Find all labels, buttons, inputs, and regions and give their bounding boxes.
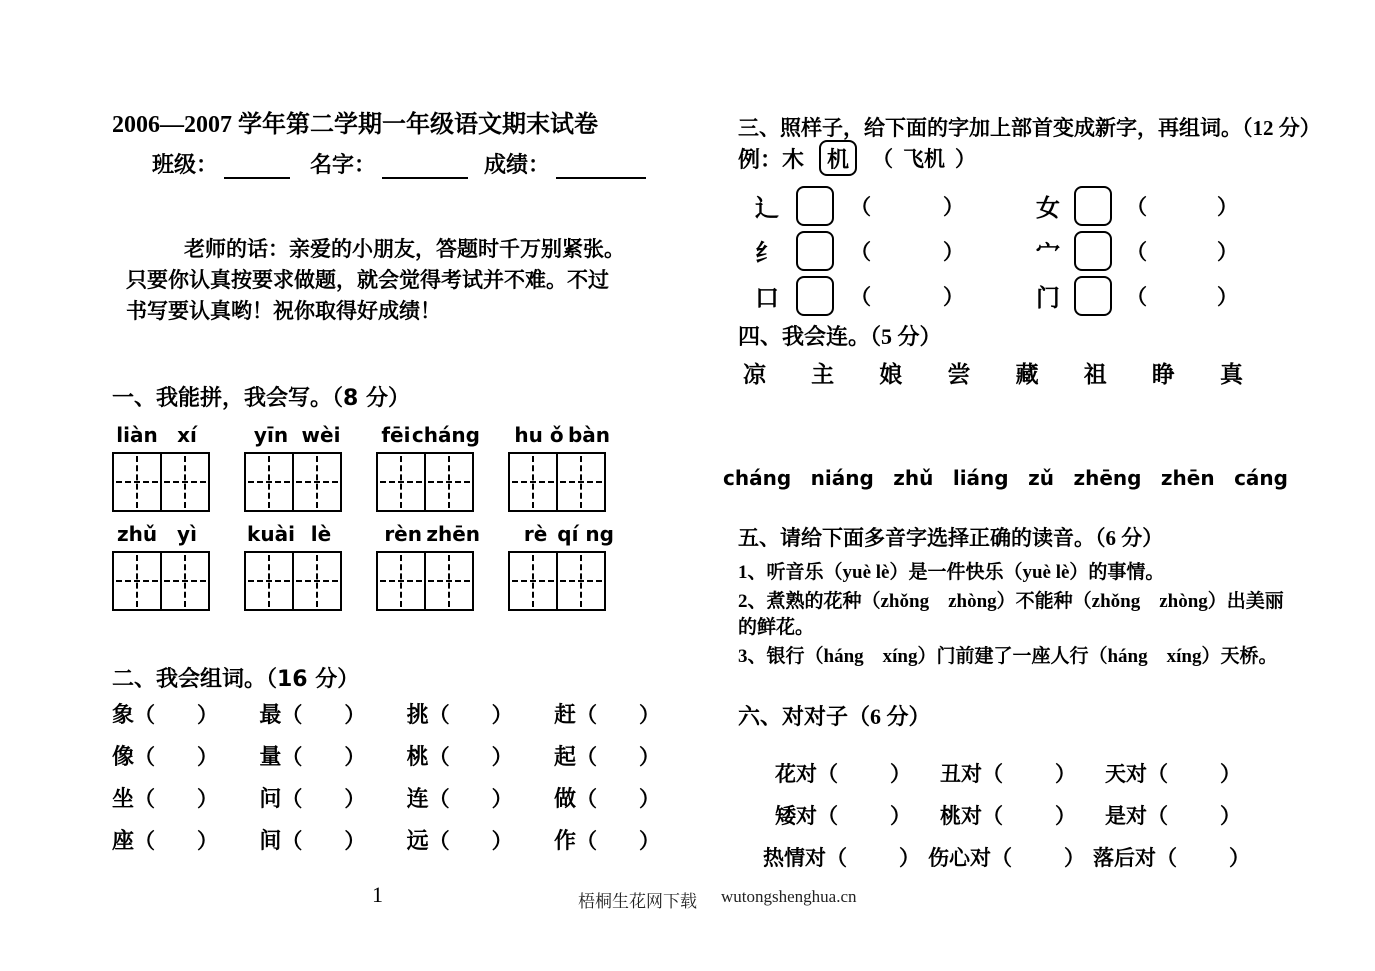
close-paren: ） — [955, 147, 977, 171]
word-char: 最 — [259, 703, 282, 728]
writing-grid — [244, 452, 342, 512]
pinyin-pair — [380, 522, 480, 546]
section2-heading: 二、我会组词。（16 分） — [112, 667, 360, 692]
close-paren: ） — [344, 703, 366, 727]
section4-characters-row — [743, 356, 1243, 389]
radical-item — [1028, 276, 1238, 316]
close-paren: ） — [344, 787, 366, 811]
couplet-label: 落后对 — [1093, 846, 1156, 870]
writing-grid — [508, 551, 606, 611]
name-blank-line — [382, 153, 468, 179]
pinyin-syllable: cháng — [411, 423, 480, 447]
close-paren: ） — [344, 745, 366, 769]
open-paren: （ — [1156, 846, 1177, 870]
writing-grid — [112, 551, 210, 611]
close-paren: ） — [639, 745, 660, 769]
open-paren: （ — [428, 703, 450, 727]
word-char: 桃 — [406, 745, 429, 770]
open-paren: （ — [576, 745, 597, 769]
open-paren: （ — [428, 745, 450, 769]
open-paren: （ — [576, 787, 597, 811]
word-item — [554, 824, 660, 855]
word-char: 赶 — [553, 703, 576, 728]
word-item — [407, 782, 513, 813]
couplet-label: 花对 — [775, 762, 817, 786]
word-row — [112, 824, 660, 866]
match-pinyin: zhēng — [1073, 466, 1142, 490]
radical-char: 辶 — [755, 196, 779, 222]
page-title: 2006—2007 学年第二学期一年级语文期末试卷 — [112, 112, 598, 138]
section4-heading: 四、我会连。（5 分） — [738, 324, 942, 349]
word-char: 做 — [553, 787, 576, 812]
pinyin-pair — [112, 522, 212, 546]
open-paren: （ — [281, 787, 303, 811]
couplet-item — [763, 758, 928, 788]
pinyin-syllable: rèn — [384, 522, 422, 546]
section1-heading: 一、我能拼，我会写。（8 分） — [112, 386, 410, 411]
pinyin-syllable: kuài — [247, 522, 295, 546]
score-label: 成绩： — [484, 152, 551, 177]
match-char: 真 — [1219, 362, 1243, 387]
couplet-row — [763, 794, 1293, 836]
teacher-note-line: 书写要认真哟！祝你取得好成绩！ — [126, 299, 441, 323]
radical-item — [738, 276, 1028, 316]
close-paren: ） — [1217, 239, 1238, 264]
word-item — [259, 698, 365, 729]
word-char: 间 — [259, 829, 282, 854]
grid-cell — [112, 551, 162, 611]
word-item — [259, 740, 365, 771]
match-pinyin: zhēn — [1160, 466, 1215, 490]
pinyin-syllable: yīn — [253, 423, 289, 447]
student-info-row — [152, 148, 646, 179]
footer-site — [578, 887, 857, 912]
grid-cell — [112, 452, 162, 512]
pinyin-row-2 — [112, 522, 614, 546]
score-blank-line — [556, 153, 646, 179]
match-char: 睁 — [1151, 362, 1175, 387]
radical-item — [738, 186, 1028, 226]
grid-cell — [556, 452, 606, 512]
close-paren: ） — [890, 804, 911, 828]
open-paren: （ — [850, 239, 871, 264]
couplet-item — [763, 800, 928, 830]
match-char: 凉 — [743, 362, 766, 387]
match-char: 娘 — [879, 362, 903, 387]
couplet-row — [763, 752, 1293, 794]
couplet-label: 热情对 — [763, 846, 826, 870]
open-paren: （ — [1147, 762, 1168, 786]
close-paren: ） — [943, 194, 964, 219]
open-paren: （ — [428, 787, 450, 811]
polyphone-item: 2、煮熟的花种（zhǒng zhòng）不能种（zhǒng zhòng）出美丽的鲜花。 — [738, 590, 1284, 638]
close-paren: ） — [1217, 284, 1238, 309]
close-paren: ） — [197, 829, 219, 853]
close-paren: ） — [491, 703, 513, 727]
example-answer-box: 机 — [819, 140, 857, 176]
match-char: 尝 — [947, 362, 971, 387]
word-row — [112, 782, 660, 824]
polyphone-item: 1、听音乐（yuè lè）是一件快乐（yuè lè）的事情。 — [738, 562, 1165, 583]
match-pinyin: liáng — [952, 466, 1009, 490]
grid-cell — [292, 551, 342, 611]
close-paren: ） — [197, 745, 219, 769]
pinyin-syllable: rè — [523, 522, 548, 546]
word-item — [112, 740, 218, 771]
word-row — [112, 698, 660, 740]
radical-item — [738, 231, 1028, 271]
close-paren: ） — [491, 829, 513, 853]
word-row — [112, 740, 660, 782]
section3-heading: 三、照样子，给下面的字加上部首变成新字，再组词。（12 分） — [738, 116, 1321, 140]
teacher-note — [126, 234, 646, 327]
section6-rows — [763, 752, 1293, 878]
close-paren: ） — [1220, 762, 1241, 786]
word-item — [554, 698, 660, 729]
example-label: 例： — [738, 146, 783, 172]
open-paren: （ — [982, 762, 1003, 786]
word-char: 像 — [112, 745, 135, 770]
open-paren: （ — [826, 846, 847, 870]
section2-rows — [112, 698, 660, 866]
open-paren: （ — [872, 147, 894, 171]
close-paren: ） — [639, 829, 660, 853]
writing-grid — [244, 551, 342, 611]
couplet-item — [763, 842, 928, 872]
section3-example — [738, 140, 976, 176]
pinyin-pair — [246, 423, 346, 447]
word-char: 坐 — [112, 787, 135, 812]
word-item — [407, 824, 513, 855]
open-paren: （ — [281, 703, 303, 727]
close-paren: ） — [344, 829, 366, 853]
new-char-box — [796, 276, 834, 316]
new-char-box — [796, 231, 834, 271]
word-char: 起 — [553, 745, 576, 770]
pinyin-syllable: lè — [310, 522, 332, 546]
word-item — [112, 782, 218, 813]
grid-cell — [160, 452, 210, 512]
open-paren: （ — [982, 804, 1003, 828]
radical-row — [738, 183, 1238, 228]
writing-grid-row-2 — [112, 551, 606, 611]
match-char: 主 — [811, 362, 835, 387]
close-paren: ） — [491, 787, 513, 811]
open-paren: （ — [281, 745, 303, 769]
close-paren: ） — [1064, 846, 1085, 870]
class-label: 班级： — [152, 152, 219, 177]
radical-char: 门 — [1036, 286, 1060, 312]
word-item — [259, 782, 365, 813]
open-paren: （ — [1126, 239, 1147, 264]
close-paren: ） — [639, 787, 660, 811]
page-number: 1 — [372, 882, 383, 907]
grid-cell — [376, 452, 426, 512]
word-char: 挑 — [406, 703, 429, 728]
open-paren: （ — [850, 284, 871, 309]
couplet-label: 丑对 — [940, 762, 982, 786]
couplet-row — [763, 836, 1293, 878]
couplet-label: 是对 — [1105, 804, 1147, 828]
word-item — [259, 824, 365, 855]
writing-grid — [376, 452, 474, 512]
close-paren: ） — [890, 762, 911, 786]
pinyin-pair — [380, 423, 480, 447]
class-blank-line — [224, 153, 290, 179]
couplet-item — [928, 842, 1093, 872]
match-char: 藏 — [1015, 362, 1039, 387]
pinyin-syllable: liàn — [116, 423, 158, 447]
new-char-box — [796, 186, 834, 226]
new-char-box — [1074, 186, 1112, 226]
pinyin-syllable: zhǔ — [116, 522, 158, 546]
radical-char: 纟 — [755, 241, 779, 267]
word-item — [112, 698, 218, 729]
name-label: 名字： — [310, 152, 377, 177]
close-paren: ） — [1220, 804, 1241, 828]
match-pinyin: cháng — [723, 466, 792, 490]
open-paren: （ — [576, 703, 597, 727]
new-char-box — [1074, 276, 1112, 316]
word-char: 作 — [553, 829, 576, 854]
footer-site-url: wutongshenghua.cn — [721, 887, 857, 906]
word-char: 问 — [259, 787, 282, 812]
radical-char: 口 — [755, 286, 779, 312]
example-answer-word: 飞机 — [903, 147, 946, 171]
open-paren: （ — [1126, 194, 1147, 219]
close-paren: ） — [943, 239, 964, 264]
open-paren: （ — [576, 829, 597, 853]
grid-cell — [424, 551, 474, 611]
close-paren: ） — [197, 703, 219, 727]
pinyin-syllable: wèi — [301, 423, 341, 447]
close-paren: ） — [639, 703, 660, 727]
match-pinyin: zǔ — [1028, 466, 1054, 490]
polyphone-item: 3、银行（háng xíng）门前建了一座人行（háng xíng）天桥。 — [738, 645, 1278, 667]
close-paren: ） — [1055, 804, 1076, 828]
open-paren: （ — [1147, 804, 1168, 828]
word-item — [554, 740, 660, 771]
section5-items — [738, 560, 1294, 672]
couplet-item — [1093, 758, 1293, 788]
pinyin-syllable: bàn — [567, 423, 611, 447]
grid-cell — [244, 452, 294, 512]
writing-grid — [508, 452, 606, 512]
word-item — [112, 824, 218, 855]
open-paren: （ — [817, 804, 838, 828]
open-paren: （ — [991, 846, 1012, 870]
open-paren: （ — [134, 703, 156, 727]
word-item — [407, 698, 513, 729]
radical-item — [1028, 186, 1238, 226]
close-paren: ） — [943, 284, 964, 309]
grid-cell — [424, 452, 474, 512]
grid-cell — [376, 551, 426, 611]
pinyin-pair — [246, 522, 346, 546]
section5-heading: 五、请给下面多音字选择正确的读音。（6 分） — [738, 526, 1164, 550]
open-paren: （ — [134, 787, 156, 811]
grid-cell — [292, 452, 342, 512]
pinyin-syllable: qí ng — [557, 522, 614, 546]
open-paren: （ — [817, 762, 838, 786]
word-char: 量 — [259, 745, 282, 770]
close-paren: ） — [899, 846, 920, 870]
couplet-label: 天对 — [1105, 762, 1147, 786]
word-char: 连 — [406, 787, 429, 812]
section3-rows — [738, 183, 1238, 318]
match-char: 祖 — [1083, 362, 1107, 387]
section4-pinyin-row — [723, 466, 1288, 490]
couplet-item — [928, 800, 1093, 830]
match-pinyin: cáng — [1234, 466, 1288, 490]
teacher-note-line: 只要你认真按要求做题，就会觉得考试并不难。不过 — [126, 268, 609, 292]
close-paren: ） — [491, 745, 513, 769]
open-paren: （ — [850, 194, 871, 219]
open-paren: （ — [281, 829, 303, 853]
pinyin-syllable: zhēn — [426, 522, 480, 546]
grid-cell — [244, 551, 294, 611]
open-paren: （ — [428, 829, 450, 853]
couplet-item — [928, 758, 1093, 788]
teacher-note-line: 老师的话：亲爱的小朋友，答题时千万别紧张。 — [184, 237, 625, 261]
pinyin-syllable: xí — [177, 423, 197, 447]
match-pinyin: zhǔ — [893, 466, 934, 490]
close-paren: ） — [197, 787, 219, 811]
word-item — [554, 782, 660, 813]
pinyin-syllable: yì — [177, 522, 197, 546]
example-base-char: 木 — [782, 146, 805, 172]
grid-cell — [160, 551, 210, 611]
open-paren: （ — [134, 829, 156, 853]
word-item — [407, 740, 513, 771]
radical-char: 女 — [1036, 196, 1060, 222]
radical-row — [738, 228, 1238, 273]
radical-char: 宀 — [1036, 241, 1060, 267]
radical-item — [1028, 231, 1238, 271]
open-paren: （ — [134, 745, 156, 769]
writing-grid-row-1 — [112, 452, 606, 512]
couplet-label: 伤心对 — [928, 846, 991, 870]
match-pinyin: niáng — [810, 466, 874, 490]
close-paren: ） — [1217, 194, 1238, 219]
word-char: 座 — [112, 829, 135, 854]
grid-cell — [508, 452, 558, 512]
writing-grid — [112, 452, 210, 512]
couplet-label: 桃对 — [940, 804, 982, 828]
open-paren: （ — [1126, 284, 1147, 309]
close-paren: ） — [1055, 762, 1076, 786]
pinyin-syllable: fēi — [381, 423, 411, 447]
grid-cell — [556, 551, 606, 611]
close-paren: ） — [1229, 846, 1250, 870]
couplet-label: 矮对 — [775, 804, 817, 828]
new-char-box — [1074, 231, 1112, 271]
pinyin-row-1 — [112, 423, 614, 447]
radical-row — [738, 273, 1238, 318]
couplet-item — [1093, 800, 1293, 830]
pinyin-pair — [112, 423, 212, 447]
couplet-item — [1093, 842, 1293, 872]
word-char: 象 — [112, 703, 135, 728]
writing-grid — [376, 551, 474, 611]
section6-heading: 六、对对子（6 分） — [738, 704, 931, 729]
footer-site-name: 梧桐生花网下载 — [578, 892, 697, 911]
grid-cell — [508, 551, 558, 611]
pinyin-pair — [514, 522, 614, 546]
pinyin-syllable: hu ǒ — [514, 423, 564, 447]
word-char: 远 — [406, 829, 429, 854]
pinyin-pair — [514, 423, 614, 447]
